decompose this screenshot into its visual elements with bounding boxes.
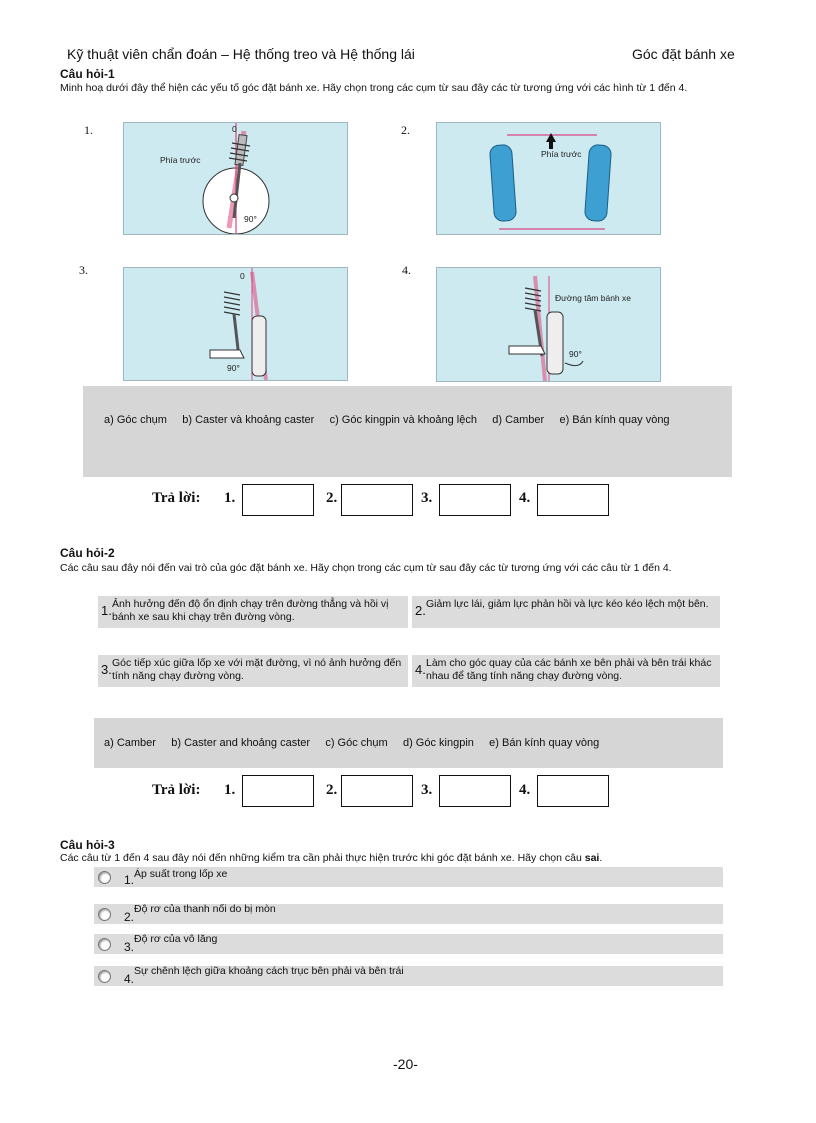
q3-radio-3[interactable] — [98, 938, 111, 951]
q2-statement-4-text: Làm cho góc quay của các bánh xe bên phải và bên trái khác nhau để tăng tính năng chạy đường vòng. — [426, 657, 712, 682]
q2-title: Câu hỏi-2 — [60, 546, 115, 560]
q2-answer-num-4: 4. — [519, 782, 531, 798]
header-section: Góc đặt bánh xe — [632, 46, 735, 62]
q2-statement-4-num: 4. — [415, 662, 426, 677]
q3-choice-2[interactable] — [94, 904, 723, 924]
q3-choice-3[interactable] — [94, 934, 723, 954]
page-number: -20- — [393, 1056, 418, 1072]
q3-choice-3-num: 3. — [124, 940, 135, 954]
q3-intro-end: . — [599, 852, 603, 864]
figure-3-image — [123, 267, 348, 381]
q2-statement-1-num: 1. — [101, 603, 112, 618]
figure-2-front-label: Phía trước — [541, 149, 582, 159]
figure-4-image — [436, 267, 661, 382]
q2-answer-num-1: 1. — [224, 782, 236, 798]
q2-answer-box-4[interactable] — [537, 775, 609, 807]
q1-options-text: a) Góc chụm b) Caster và khoảng caster c) Góc kingpin và khoảng lệch d) Camber e) Bán kính quay vòng — [104, 414, 670, 426]
q2-answer-box-1[interactable] — [242, 775, 314, 807]
q1-answer-box-3[interactable] — [439, 484, 511, 516]
q1-intro: Minh hoạ dưới đây thể hiện các yếu tố góc đặt bánh xe. Hãy chọn trong các cụm từ sau đây các từ tương ứng với các hình từ 1 đến 4. — [60, 82, 688, 94]
figure-3-number: 3. — [79, 263, 88, 277]
q1-title: Câu hỏi-1 — [60, 67, 115, 81]
q3-choice-2-text: Độ rơ của thanh nối do bị mòn — [134, 903, 276, 915]
q3-choice-1-text: Áp suất trong lốp xe — [134, 868, 228, 880]
q3-intro-text: Các câu từ 1 đến 4 sau đây nói đến những kiểm tra cần phải thực hiện trước khi góc đặt bánh xe. Hãy chọn câu — [60, 852, 585, 864]
figure-4-number: 4. — [402, 263, 411, 277]
q3-choice-2-num: 2. — [124, 910, 135, 924]
q2-statement-3-num: 3. — [101, 662, 112, 677]
q2-intro: Các câu sau đây nói đến vai trò của góc đặt bánh xe. Hãy chọn trong các cụm từ sau đây các từ tương ứng với các câu từ 1 đến 4. — [60, 562, 672, 574]
figure-1-number: 1. — [84, 123, 93, 137]
q3-choice-4[interactable] — [94, 966, 723, 986]
header-title: Kỹ thuật viên chẩn đoán – Hệ thống treo và Hệ thống lái — [67, 46, 415, 62]
q2-statement-1-text: Ảnh hưởng đến độ ổn định chạy trên đường thẳng và hồi vị bánh xe sau khi chạy trên đường vòng. — [112, 598, 389, 623]
q3-title: Câu hỏi-3 — [60, 838, 115, 852]
camber-diagram — [124, 268, 347, 380]
q2-statement-1 — [98, 596, 408, 628]
q2-statement-2-num: 2. — [415, 603, 426, 618]
q1-answer-num-3: 3. — [421, 490, 433, 506]
q3-intro — [60, 852, 762, 864]
figure-4-angle-label: 90° — [569, 349, 582, 359]
q1-answer-box-1[interactable] — [242, 484, 314, 516]
q2-options-text: a) Camber b) Caster and khoảng caster c) Góc chụm d) Góc kingpin e) Bán kính quay vòng — [104, 737, 600, 749]
kingpin-offset-diagram — [437, 268, 660, 381]
q3-choice-1[interactable] — [94, 867, 723, 887]
figure-1-image — [123, 122, 348, 235]
q3-choice-4-num: 4. — [124, 972, 135, 986]
figure-4-center-label: Đường tâm bánh xe — [555, 293, 631, 303]
figure-1-angle-label: 90° — [244, 214, 257, 224]
q3-intro-emphasis: sai — [584, 852, 600, 864]
q2-statement-2-text: Giảm lực lái, giảm lực phản hồi và lực kéo kéo lệch một bên. — [426, 598, 709, 610]
kingpin-diagram — [124, 123, 347, 234]
q1-answer-label: Trả lời: — [152, 490, 201, 506]
figure-2-image — [436, 122, 661, 235]
q2-options-box — [94, 718, 723, 768]
q3-radio-4[interactable] — [98, 970, 111, 983]
q1-options-box — [83, 386, 732, 477]
q1-answer-num-1: 1. — [224, 490, 236, 506]
q2-statement-3-text: Góc tiếp xúc giữa lốp xe với mặt đường, vì nó ảnh hưởng đến tính năng chạy đường vòng. — [112, 657, 402, 682]
toe-diagram — [437, 123, 660, 234]
q2-answer-num-3: 3. — [421, 782, 433, 798]
q3-radio-1[interactable] — [98, 871, 111, 884]
figure-3-zero-label: 0 — [240, 271, 245, 281]
q3-choice-3-text: Độ rơ của vô lăng — [134, 933, 218, 945]
figure-3-angle-label: 90° — [227, 363, 240, 373]
q2-answer-box-2[interactable] — [341, 775, 413, 807]
q2-statement-2 — [412, 596, 720, 628]
q3-choice-1-num: 1. — [124, 873, 135, 887]
q3-radio-2[interactable] — [98, 908, 111, 921]
q2-answer-box-3[interactable] — [439, 775, 511, 807]
figure-2-number: 2. — [401, 123, 410, 137]
q3-choice-4-text: Sự chênh lệch giữa khoảng cách trục bên phải và bên trái — [134, 965, 404, 977]
q2-answer-label: Trả lời: — [152, 782, 201, 798]
q1-answer-box-4[interactable] — [537, 484, 609, 516]
figure-1-front-label: Phía trước — [160, 155, 201, 165]
figure-1-zero-label: 0 — [232, 124, 237, 134]
q1-answer-box-2[interactable] — [341, 484, 413, 516]
q2-answer-num-2: 2. — [326, 782, 338, 798]
q2-statement-3 — [98, 655, 408, 687]
q1-answer-num-4: 4. — [519, 490, 531, 506]
q2-statement-4 — [412, 655, 720, 687]
q1-answer-num-2: 2. — [326, 490, 338, 506]
